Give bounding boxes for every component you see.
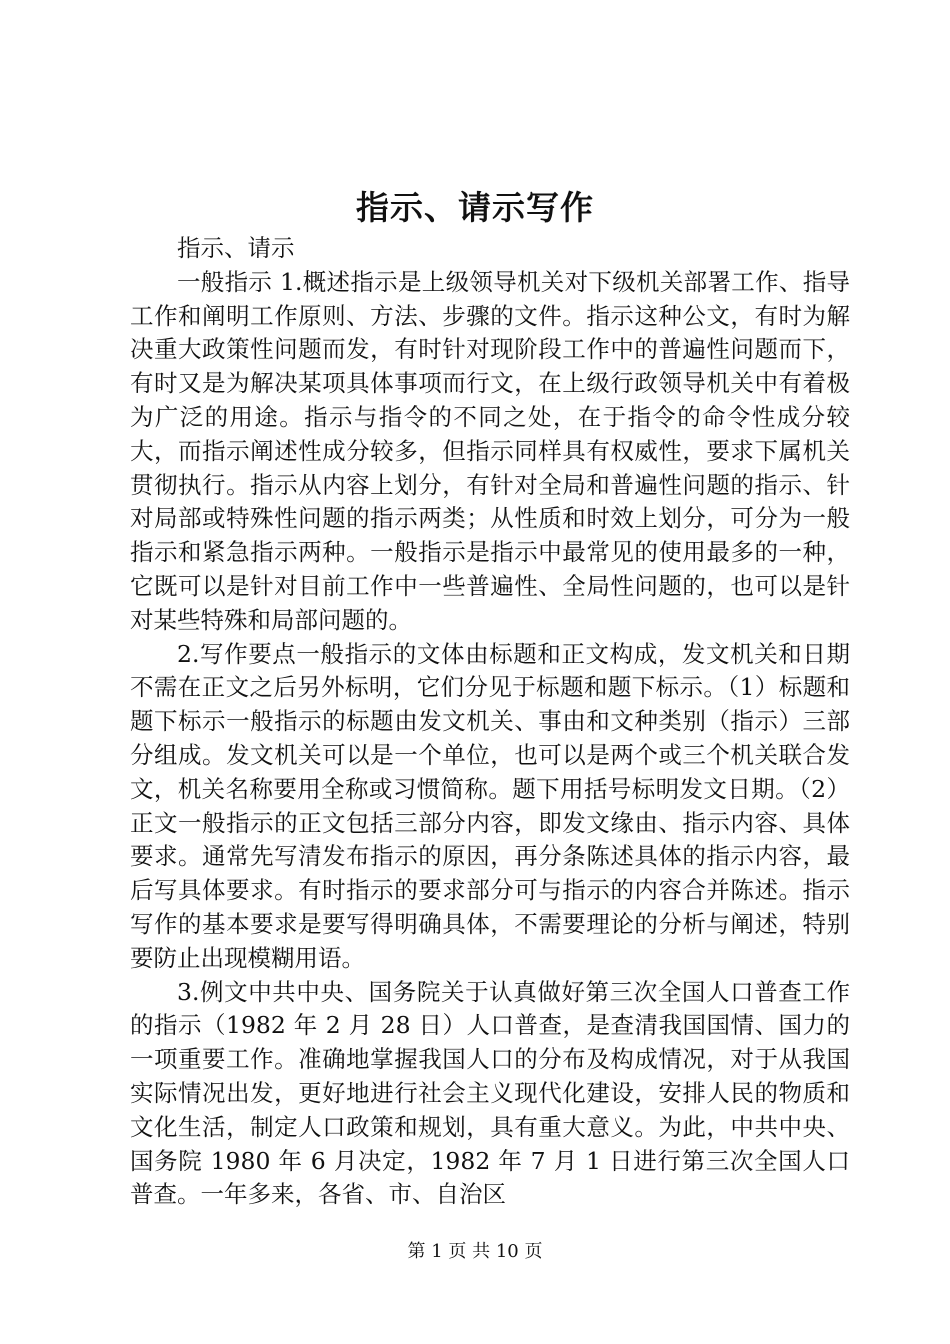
body-paragraph: 3.例文中共中央、国务院关于认真做好第三次全国人口普查工作的指示（1982 年 2 月 28 日）人口普查，是查清我国国情、国力的一项重要工作。准确地掌握我国人口的分布及构成情况，对于从我国实际情况出发，更好地进行社会主义现代化建设，安排人民的物质和文化生活，制定人口政策和规划，具有重大意义。为此，中共中央、国务院 1980 年 6 月决定，1982 年 7 月 1 日进行第三次全国人口普查。一年多来，各省、市、自治区 [130, 977, 850, 1209]
page-number-footer: 第 1 页 共 10 页 [407, 1241, 543, 1262]
document-title: 指示、请示写作 [356, 188, 594, 227]
body-paragraph: 一般指示 1.概述指示是上级领导机关对下级机关部署工作、指导工作和阐明工作原则、方法、步骤的文件。指示这种公文，有时为解决重大政策性问题而发，有时针对现阶段工作中的普遍性问题而下，有时又是为解决某项具体事项而行文，在上级行政领导机关中有着极为广泛的用途。指示与指令的不同之处，在于指令的命令性成分较大，而指示阐述性成分较多，但指示同样具有权威性，要求下属机关贯彻执行。指示从内容上划分，有针对全局和普遍性问题的指示、针对局部或特殊性问题的指示两类；从性质和时效上划分，可分为一般指示和紧急指示两种。一般指示是指示中最常见的使用最多的一种，它既可以是针对目前工作中一些普遍性、全局性问题的，也可以是针对某些特殊和局部问题的。 [130, 267, 850, 634]
document-body [130, 232, 850, 1212]
body-paragraph: 指示、请示 [177, 234, 295, 262]
body-paragraph: 2.写作要点一般指示的文体由标题和正文构成，发文机关和日期不需在正文之后另外标明，它们分见于标题和题下标示。（1）标题和题下标示一般指示的标题由发文机关、事由和文种类别（指示）三部分组成。发文机关可以是一个单位，也可以是两个或三个机关联合发文，机关名称要用全称或习惯简称。题下用括号标明发文日期。（2）正文一般指示的正文包括三部分内容，即发文缘由、指示内容、具体要求。通常先写清发布指示的原因，再分条陈述具体的指示内容，最后写具体要求。有时指示的要求部分可与指示的内容合并陈述。指示写作的基本要求是要写得明确具体，不需要理论的分析与阐述，特别要防止出现模糊用语。 [130, 639, 850, 972]
